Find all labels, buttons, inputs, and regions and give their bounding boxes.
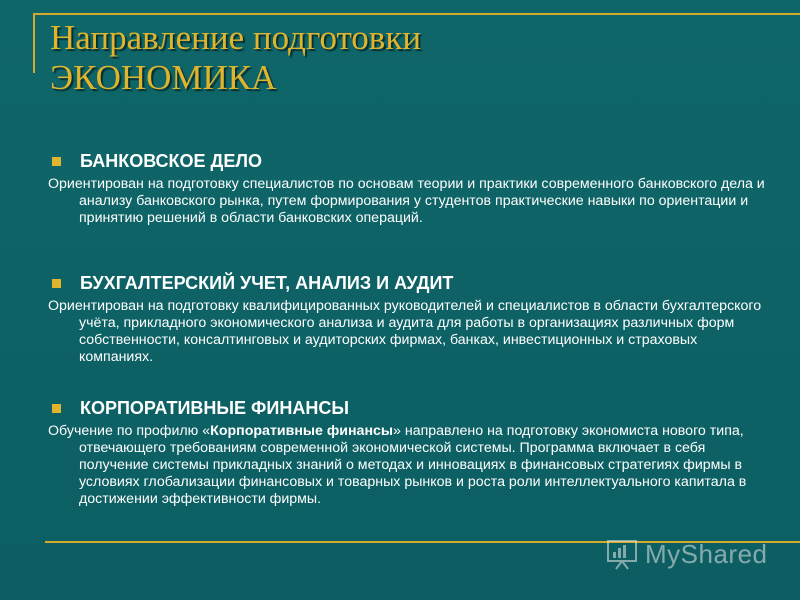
watermark <box>605 536 768 572</box>
section-heading-text: КОРПОРАТИВНЫЕ ФИНАНСЫ <box>80 398 349 418</box>
title-line-2: ЭКОНОМИКА <box>50 58 277 97</box>
section-heading <box>48 272 768 294</box>
title-line-1: Направление подготовки <box>50 18 422 57</box>
body-suffix: » направлено на подготовку экономиста нового типа, отвечающего требованиям современной экономической системы. Программа включает в себя получение системы прикладных знаний о методах и инновациях в финансовых стратегиях фирмы в условиях глобализации финансовых и товарных рынков и роста роли интеллектуального капитала в достижении эффективности фирмы. <box>79 423 747 507</box>
section-heading-text: БУХГАЛТЕРСКИЙ УЧЕТ, АНАЛИЗ И АУДИТ <box>80 273 454 293</box>
section-corporate-finance <box>48 397 768 508</box>
section-body: Ориентирован на подготовку квалифицированных руководителей и специалистов в области бухгалтерского учёта, прикладного экономического анализа и аудита для работы в организациях различных форм собственности, консалтинговых и аудиторских фирмах, банках, инвестиционных и страховых компаниях. <box>48 298 762 365</box>
bullet-icon <box>52 279 61 288</box>
section-heading-text: БАНКОВСКОЕ ДЕЛО <box>80 151 263 171</box>
bullet-icon <box>52 404 61 413</box>
section-body: Ориентирован на подготовку специалистов по основам теории и практики современного банковского дела и анализу банковского рынка, путем формирования у студентов практические навыки по ориентации и принятию решений в области банковских операций. <box>48 176 765 226</box>
section-heading <box>48 150 768 172</box>
section-accounting <box>48 272 768 366</box>
slide-title <box>50 18 770 98</box>
watermark-text: MyShared <box>645 538 768 569</box>
frame-top-line <box>33 13 800 15</box>
frame-left-line <box>33 13 35 73</box>
section-body <box>48 423 768 508</box>
body-prefix: Обучение по профилю « <box>48 423 211 439</box>
presentation-board-icon <box>605 537 639 571</box>
section-heading <box>48 397 768 419</box>
bullet-icon <box>52 157 61 166</box>
section-banking <box>48 150 768 227</box>
body-bold: Корпоративные финансы <box>210 423 394 439</box>
